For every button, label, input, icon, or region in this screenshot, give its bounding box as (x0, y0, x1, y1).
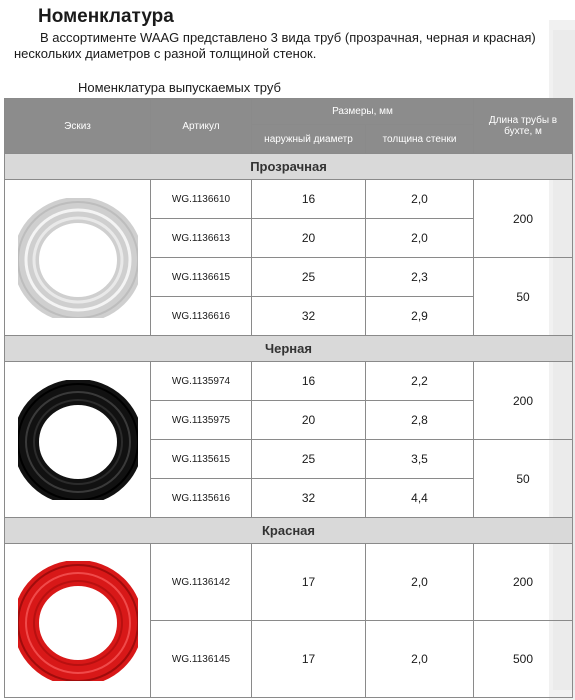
coil-icon (18, 561, 138, 681)
article-cell: WG.1136615 (151, 258, 252, 297)
outer-diameter-cell: 16 (252, 362, 366, 401)
article-cell: WG.1136616 (151, 297, 252, 336)
wall-thickness-cell: 2,3 (366, 258, 474, 297)
wall-thickness-cell: 2,0 (366, 219, 474, 258)
header-sizes: Размеры, мм (252, 99, 474, 125)
length-cell: 200 (474, 362, 573, 440)
outer-diameter-cell: 25 (252, 258, 366, 297)
pipe-sketch-image (5, 362, 151, 518)
header-outer-diameter: наружный диаметр (252, 125, 366, 154)
outer-diameter-cell: 20 (252, 401, 366, 440)
pipe-nomenclature-table (4, 98, 573, 698)
outer-diameter-cell: 20 (252, 219, 366, 258)
page-title: Номенклатура (38, 6, 174, 27)
length-cell: 200 (474, 544, 573, 621)
wall-thickness-cell: 4,4 (366, 479, 474, 518)
outer-diameter-cell: 17 (252, 621, 366, 698)
wall-thickness-cell: 2,0 (366, 621, 474, 698)
outer-diameter-cell: 16 (252, 180, 366, 219)
length-cell: 200 (474, 180, 573, 258)
wall-thickness-cell: 2,0 (366, 180, 474, 219)
group-label: Прозрачная (5, 154, 573, 180)
article-cell: WG.1135974 (151, 362, 252, 401)
article-cell: WG.1136145 (151, 621, 252, 698)
article-cell: WG.1136613 (151, 219, 252, 258)
length-cell: 500 (474, 621, 573, 698)
outer-diameter-cell: 25 (252, 440, 366, 479)
intro-text: В ассортименте WAAG представлено 3 вида труб (прозрачная, черная и красная) нескольких диаметров с разной толщиной стенок. (14, 30, 536, 61)
article-cell: WG.1135615 (151, 440, 252, 479)
article-cell: WG.1136610 (151, 180, 252, 219)
wall-thickness-cell: 3,5 (366, 440, 474, 479)
header-length: Длина трубы в бухте, м (474, 99, 573, 154)
header-wall-thickness: толщина стенки (366, 125, 474, 154)
coil-icon (18, 380, 138, 500)
outer-diameter-cell: 17 (252, 544, 366, 621)
table-caption: Номенклатура выпускаемых труб (78, 80, 281, 95)
wall-thickness-cell: 2,2 (366, 362, 474, 401)
wall-thickness-cell: 2,9 (366, 297, 474, 336)
article-cell: WG.1135616 (151, 479, 252, 518)
pipe-sketch-image (5, 544, 151, 698)
header-article: Артикул (151, 99, 252, 154)
length-cell: 50 (474, 440, 573, 518)
coil-icon (18, 198, 138, 318)
wall-thickness-cell: 2,8 (366, 401, 474, 440)
article-cell: WG.1135975 (151, 401, 252, 440)
group-label: Черная (5, 336, 573, 362)
length-cell: 50 (474, 258, 573, 336)
outer-diameter-cell: 32 (252, 479, 366, 518)
group-label: Красная (5, 518, 573, 544)
article-cell: WG.1136142 (151, 544, 252, 621)
pipe-sketch-image (5, 180, 151, 336)
header-sketch: Эскиз (5, 99, 151, 154)
wall-thickness-cell: 2,0 (366, 544, 474, 621)
outer-diameter-cell: 32 (252, 297, 366, 336)
